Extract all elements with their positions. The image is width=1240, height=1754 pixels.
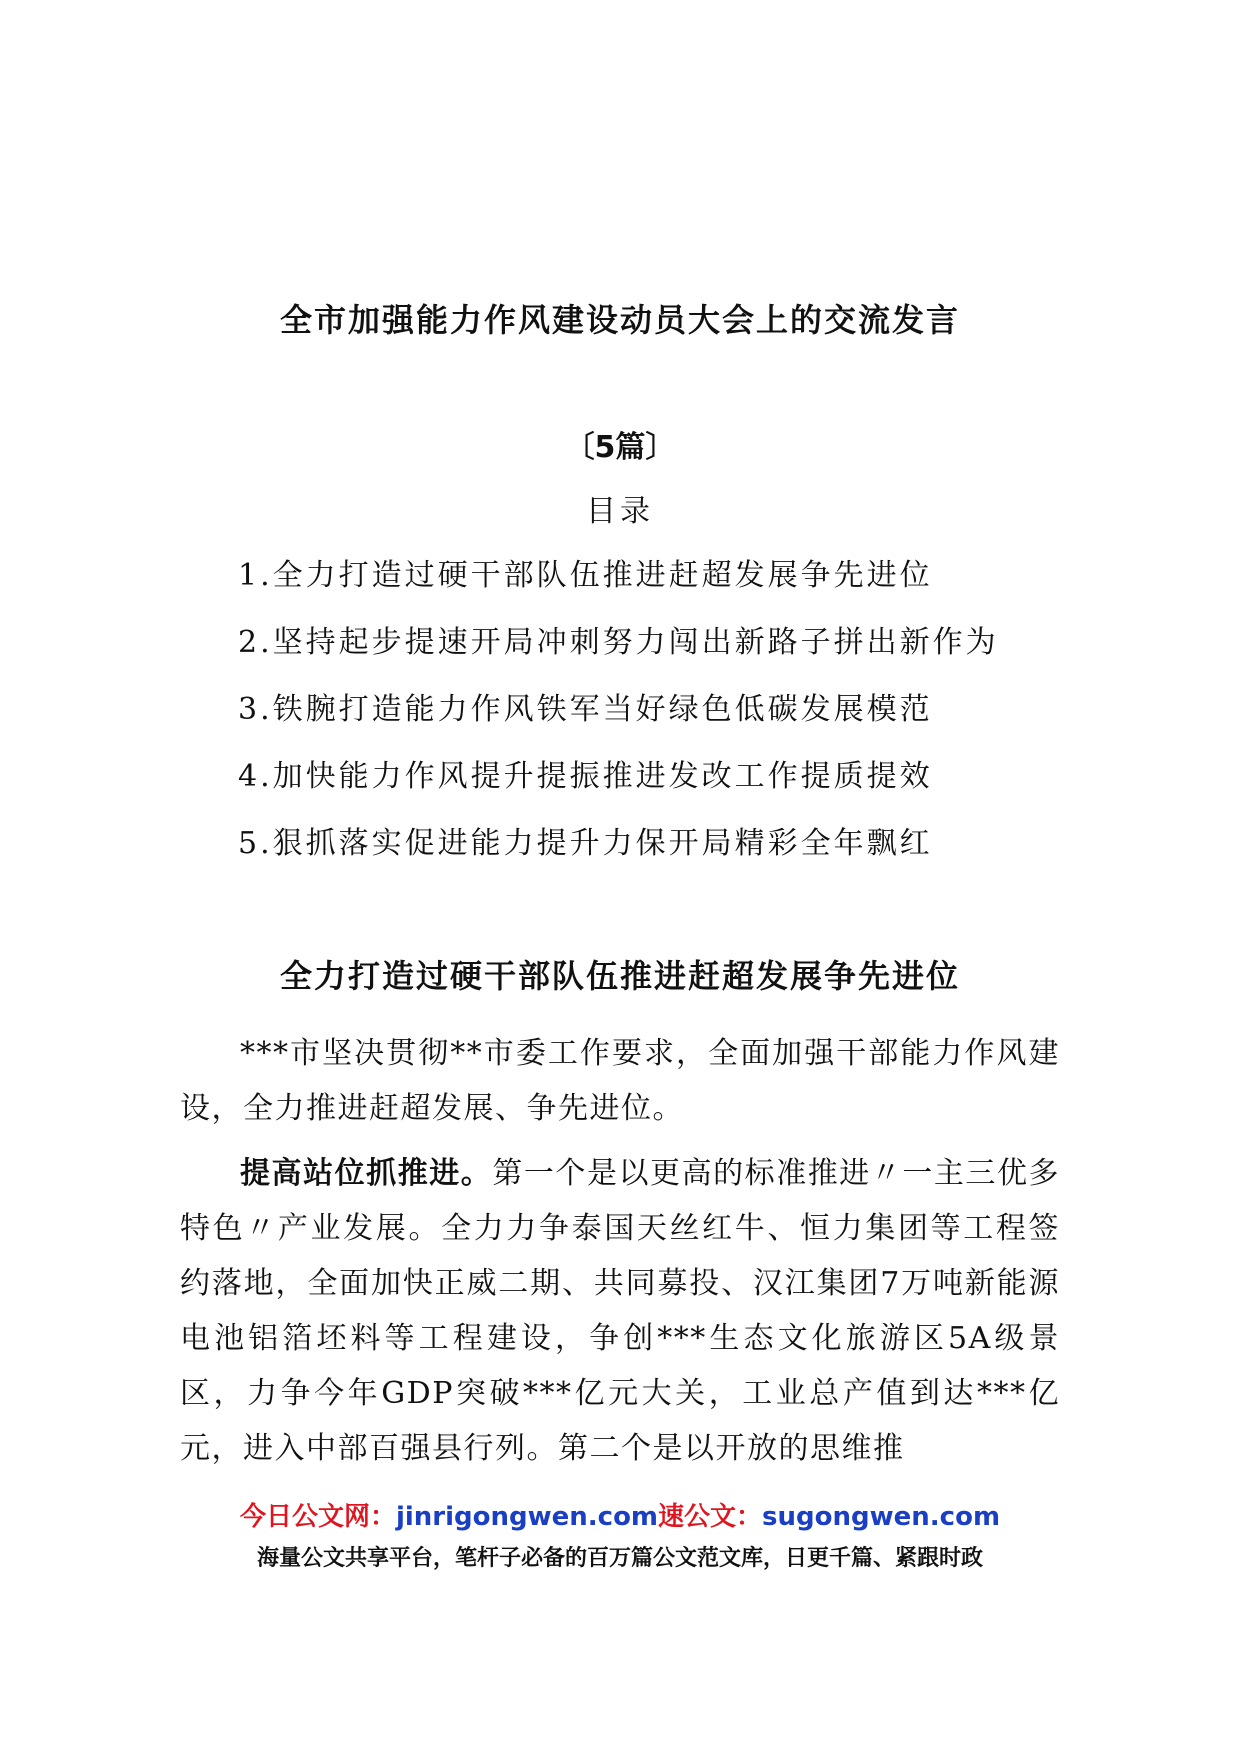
body-paragraph: ***市坚决贯彻**市委工作要求，全面加强干部能力作风建设，全力推进赶超发展、争先进位。: [180, 1036, 1060, 1126]
section-title: 全力打造过硬干部队伍推进赶超发展争先进位: [279, 957, 960, 995]
document-subtitle: 〔5篇〕: [564, 430, 676, 465]
site1-link[interactable]: jinrigongwen.com: [395, 1502, 659, 1532]
toc-item[interactable]: 3.铁腕打造能力作风铁军当好绿色低碳发展模范: [238, 692, 933, 727]
toc-heading: 目录: [586, 494, 654, 529]
toc-item[interactable]: 4.加快能力作风提升提振推进发改工作提质提效: [238, 759, 933, 794]
paragraph-lead-heading: 提高站位抓推进。: [240, 1156, 493, 1191]
footer-banner: [0, 1500, 1240, 1576]
site1-label: 今日公文网：: [239, 1502, 396, 1532]
document-title: 全市加强能力作风建设动员大会上的交流发言: [279, 301, 960, 339]
site2-link[interactable]: sugongwen.com: [762, 1502, 1001, 1532]
toc-item[interactable]: 5.狠抓落实促进能力提升力保开局精彩全年飘红: [238, 826, 933, 861]
paragraph-body-text: 第一个是以更高的标准推进〃一主三优多特色〃产业发展。全力力争泰国天丝红牛、恒力集团等工程签约落地，全面加快正威二期、共同募投、汉江集团7万吨新能源电池铝箔坯料等工程建设，争创***生态文化旅游区5A级景区，力争今年GDP突破***亿元大关，工业总产值到达***亿元，进入中部百强县行列。第二个是以开放的思维推: [180, 1156, 1061, 1466]
footer-links-line: [0, 1500, 1240, 1534]
footer-slogan: 海量公文共享平台，笔杆子必备的百万篇公文范文库，日更千篇、紧跟时政: [256, 1546, 983, 1571]
site2-label: 速公文：: [658, 1502, 763, 1532]
body-paragraph: [180, 1146, 1060, 1476]
toc-item[interactable]: 2.坚持起步提速开局冲刺努力闯出新路子拼出新作为: [238, 625, 999, 660]
table-of-contents: [238, 556, 999, 891]
toc-item[interactable]: 1.全力打造过硬干部队伍推进赶超发展争先进位: [238, 558, 933, 593]
